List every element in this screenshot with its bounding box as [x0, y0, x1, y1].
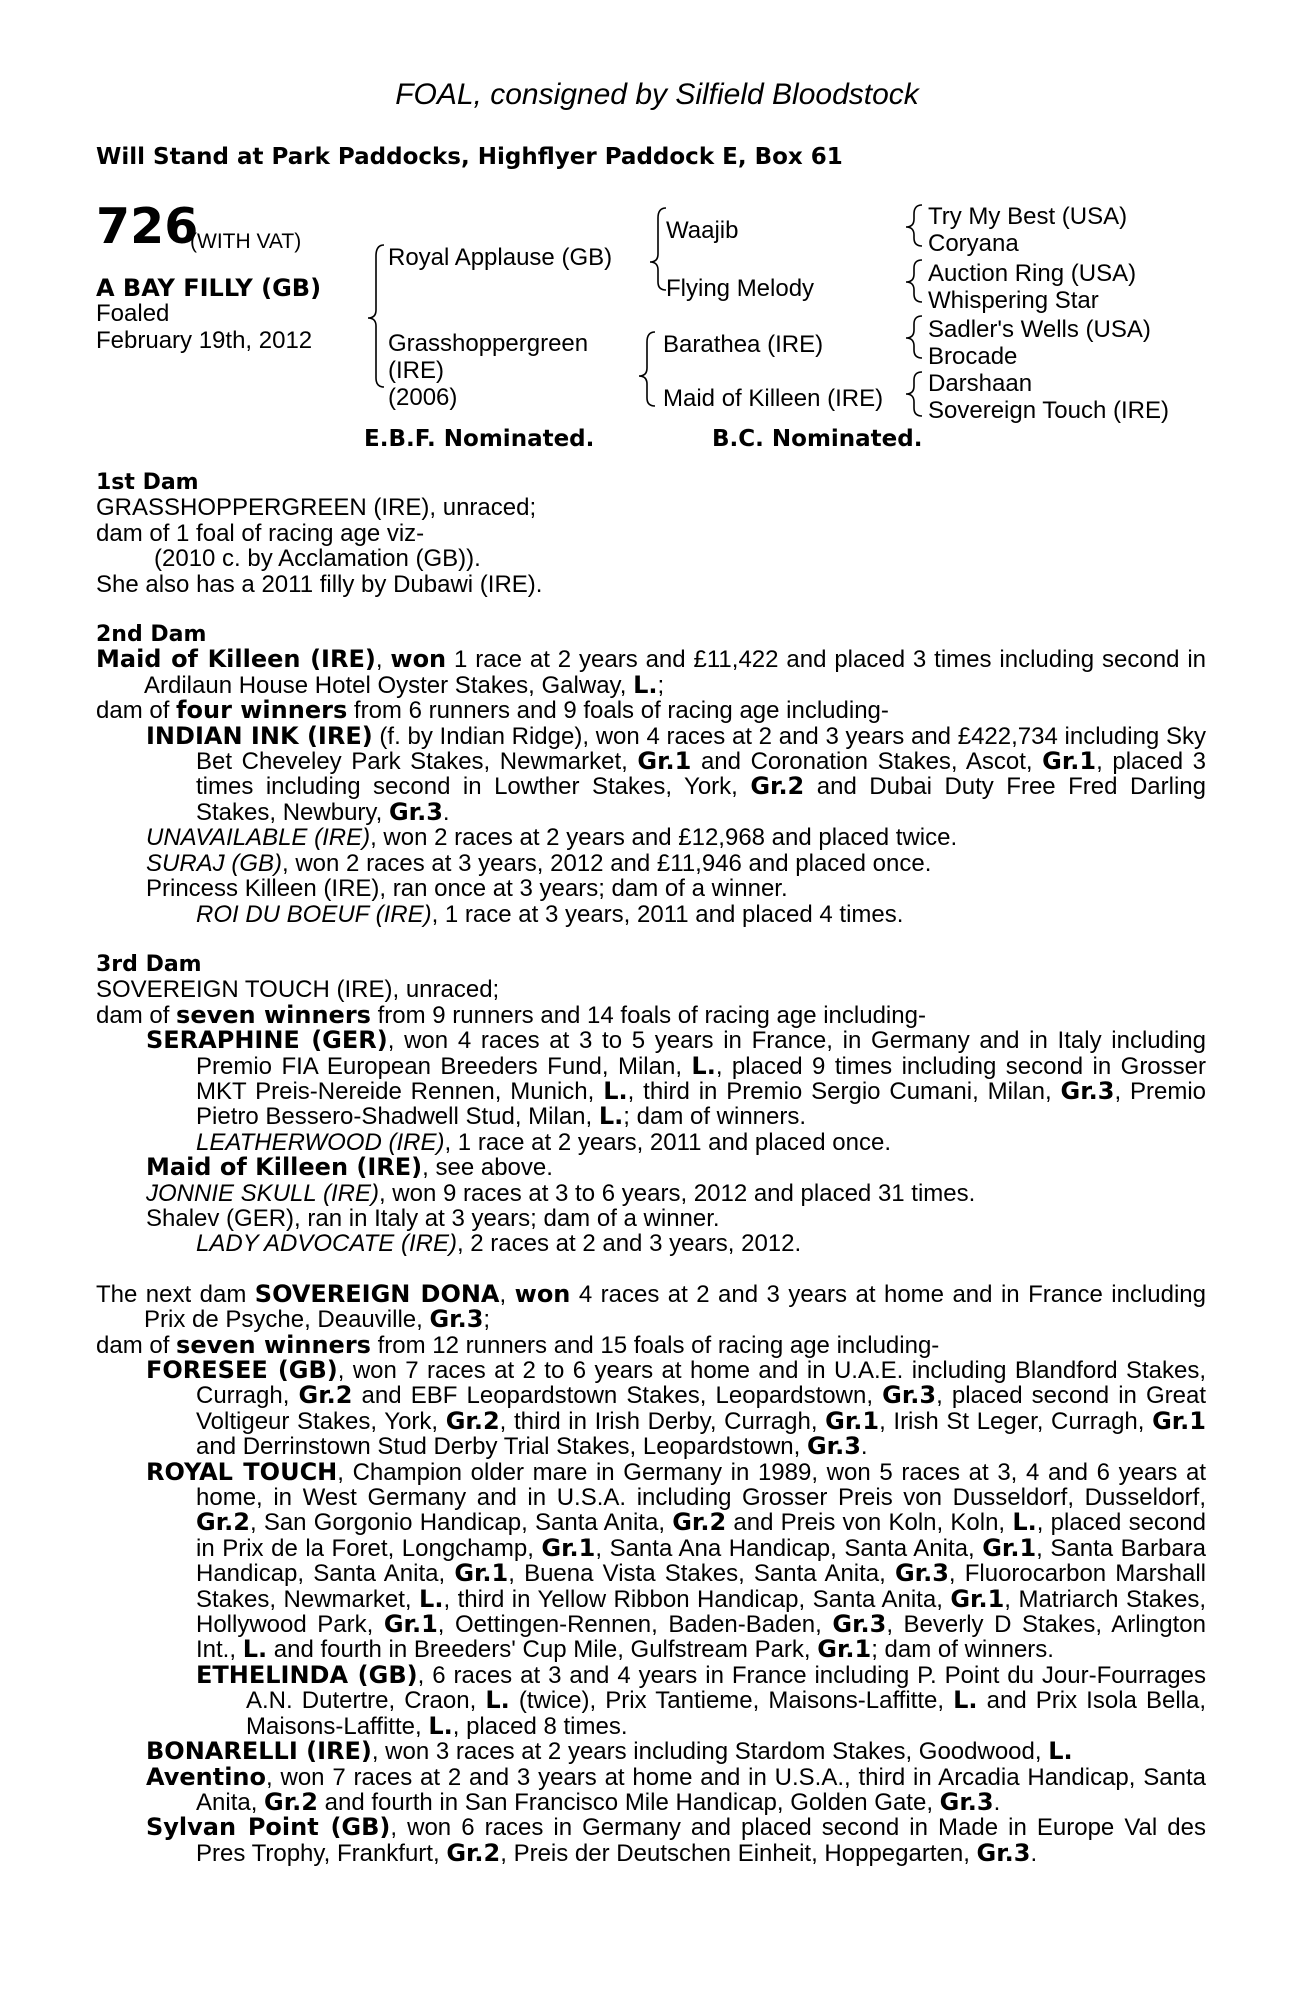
dam-dam: Maid of Killeen (IRE)	[663, 385, 884, 412]
sire-sire: Waajib	[666, 217, 739, 244]
next-dam-record: The next dam SOVEREIGN DONA, won 4 races at 2 and 3 years at home and in France including Prix de Psyche, Deauville, Gr.3;	[96, 1279, 1206, 1334]
dam-sire-sire: Sadler's Wells (USA)	[928, 316, 1151, 343]
list-item: FORESEE (GB), won 7 races at 2 to 6 years at home and in U.A.E. including Blandford Stakes, Curragh, Gr.2 and EBF Leopardstown Stakes, Leopardstown, Gr.3, placed second in Great Voltigeur Stakes, York, Gr.2, third in Irish Derby, Curragh, Gr.1, Irish St Leger, Curragh, Gr.1 and Derrinstown Stud Derby Trial Stakes, Leopardstown, Gr.3.	[146, 1356, 1207, 1461]
sire-dam: Flying Melody	[666, 275, 815, 302]
pedigree-brackets	[0, 0, 1314, 460]
list-item: JONNIE SKULL (IRE), won 9 races at 3 to 6 years, 2012 and placed 31 times.	[146, 1179, 976, 1207]
first-dam-heading: 1st Dam	[96, 470, 199, 495]
sire-dam-sire: Auction Ring (USA)	[928, 260, 1137, 287]
first-dam-produce: (2010 c. by Acclamation (GB)).	[154, 545, 481, 573]
second-dam-heading: 2nd Dam	[96, 622, 207, 648]
list-item: LADY ADVOCATE (IRE), 2 races at 2 and 3 years, 2012.	[196, 1230, 802, 1258]
list-item: LEATHERWOOD (IRE), 1 race at 2 years, 2011 and placed once.	[196, 1128, 891, 1156]
list-item: Aventino, won 7 races at 2 and 3 years at home and in U.S.A., third in Arcadia Handicap, Santa Anita, Gr.2 and fourth in San Francisco Mile Handicap, Golden Gate, Gr.3.	[146, 1762, 1206, 1816]
list-item: INDIAN INK (IRE) (f. by Indian Ridge), won 4 races at 2 and 3 years and £422,734 including Sky Bet Cheveley Park Stakes, Newmarket, Gr.1 and Coronation Stakes, Ascot, Gr.1, placed 3 times including second in Lowther Stakes, York, Gr.2 and Dubai Duty Free Fred Darling Stakes, Newbury, Gr.3.	[146, 721, 1207, 826]
foaled-label: Foaled	[96, 300, 170, 327]
next-dam-produce-intro: dam of seven winners from 12 runners and 15 foals of racing age including-	[96, 1330, 940, 1359]
dam-name-line3: (2006)	[388, 384, 458, 411]
sire-sire-dam: Coryana	[928, 230, 1019, 257]
dam-sire-dam: Brocade	[928, 343, 1018, 370]
dam-dam-sire: Darshaan	[928, 370, 1033, 397]
list-item: ROI DU BOEUF (IRE), 1 race at 3 years, 2011 and placed 4 times.	[196, 900, 904, 928]
list-item: UNAVAILABLE (IRE), won 2 races at 2 years and £12,968 and placed twice.	[146, 824, 958, 852]
first-dam-produce-intro: dam of 1 foal of racing age viz-	[96, 519, 425, 547]
second-dam-record: Maid of Killeen (IRE), won 1 race at 2 years and £11,422 and placed 3 times including second in Ardilaun House Hotel Oyster Stakes, Galway, L.;	[96, 645, 1206, 699]
catalogue-notes	[96, 470, 1206, 1866]
third-dam-produce-intro: dam of seven winners from 9 runners and 14 foals of racing age including-	[96, 1000, 926, 1029]
consignment-line: FOAL, consigned by Silfield Bloodstock	[395, 78, 919, 111]
lot-number: 726	[96, 198, 199, 255]
dam-sire: Barathea (IRE)	[663, 331, 824, 358]
third-dam-line: SOVEREIGN TOUCH (IRE), unraced;	[96, 976, 500, 1004]
list-item: Maid of Killeen (IRE), see above.	[146, 1153, 553, 1182]
ebf-nomination: E.B.F. Nominated.	[364, 426, 595, 452]
bc-nomination: B.C. Nominated.	[712, 426, 923, 452]
list-item: Sylvan Point (GB), won 6 races in Germany and placed second in Made in Europe Val des Pres Trophy, Frankfurt, Gr.2, Preis der Deutschen Einheit, Hoppegarten, Gr.3.	[146, 1813, 1206, 1867]
dam-name-line2: (IRE)	[388, 357, 444, 384]
dam-name-line1: Grasshoppergreen	[388, 330, 589, 357]
second-dam-produce-intro: dam of four winners from 6 runners and 9 foals of racing age including-	[96, 696, 889, 725]
list-item: Princess Killeen (IRE), ran once at 3 years; dam of a winner.	[146, 875, 788, 903]
first-dam-line: GRASSHOPPERGREEN (IRE), unraced;	[96, 494, 537, 522]
list-item: SURAJ (GB), won 2 races at 3 years, 2012 and £11,946 and placed once.	[146, 849, 932, 877]
sire-name: Royal Applause (GB)	[388, 244, 613, 271]
third-dam-heading: 3rd Dam	[96, 951, 202, 977]
stand-location: Will Stand at Park Paddocks, Highflyer Paddock E, Box 61	[96, 144, 843, 170]
dam-dam-dam: Sovereign Touch (IRE)	[928, 397, 1170, 424]
sire-dam-dam: Whispering Star	[928, 287, 1099, 314]
vat-note: (WITH VAT)	[190, 230, 302, 253]
list-item: SERAPHINE (GER), won 4 races at 3 to 5 years in France, in Germany and in Italy including Premio FIA European Breeders Fund, Milan, L., placed 9 times including second in Grosser MKT Preis-Nereide Rennen, Munich, L., third in Premio Sergio Cumani, Milan, Gr.3, Premio Pietro Bessero-Shadwell Stud, Milan, L.; dam of winners.	[146, 1026, 1207, 1131]
horse-description: A BAY FILLY (GB)	[96, 274, 322, 302]
list-item: Shalev (GER), ran in Italy at 3 years; dam of a winner.	[146, 1204, 720, 1232]
list-item: BONARELLI (IRE), won 3 races at 2 years including Stardom Stakes, Goodwood, L.	[146, 1737, 1073, 1766]
foaled-date: February 19th, 2012	[96, 327, 313, 354]
sire-sire-sire: Try My Best (USA)	[928, 203, 1128, 230]
list-item: ETHELINDA (GB), 6 races at 3 and 4 years in France including P. Point du Jour-Fourrages A.N. Dutertre, Craon, L. (twice), Prix Tantieme, Maisons-Laffitte, L. and Prix Isola Bella, Maisons-Laffitte, L., placed 8 times.	[196, 1660, 1207, 1740]
list-item: ROYAL TOUCH, Champion older mare in Germany in 1989, won 5 races at 3, 4 and 6 years at home, in West Germany and in U.S.A. including Grosser Preis von Dusseldorf, Dusseldorf, Gr.2, San Gorgonio Handicap, Santa Anita, Gr.2 and Preis von Koln, Koln, L., placed second in Prix de la Foret, Longchamp, Gr.1, Santa Ana Handicap, Santa Anita, Gr.1, Santa Barbara Handicap, Santa Anita, Gr.1, Buena Vista Stakes, Santa Anita, Gr.3, Fluorocarbon Marshall Stakes, Newmarket, L., third in Yellow Ribbon Handicap, Santa Anita, Gr.1, Matriarch Stakes, Hollywood Park, Gr.1, Oettingen-Rennen, Baden-Baden, Gr.3, Beverly D Stakes, Arlington Int., L. and fourth in Breeders' Cup Mile, Gulfstream Park, Gr.1; dam of winners.	[146, 1457, 1207, 1664]
first-dam-note: She also has a 2011 filly by Dubawi (IRE).	[96, 570, 543, 598]
